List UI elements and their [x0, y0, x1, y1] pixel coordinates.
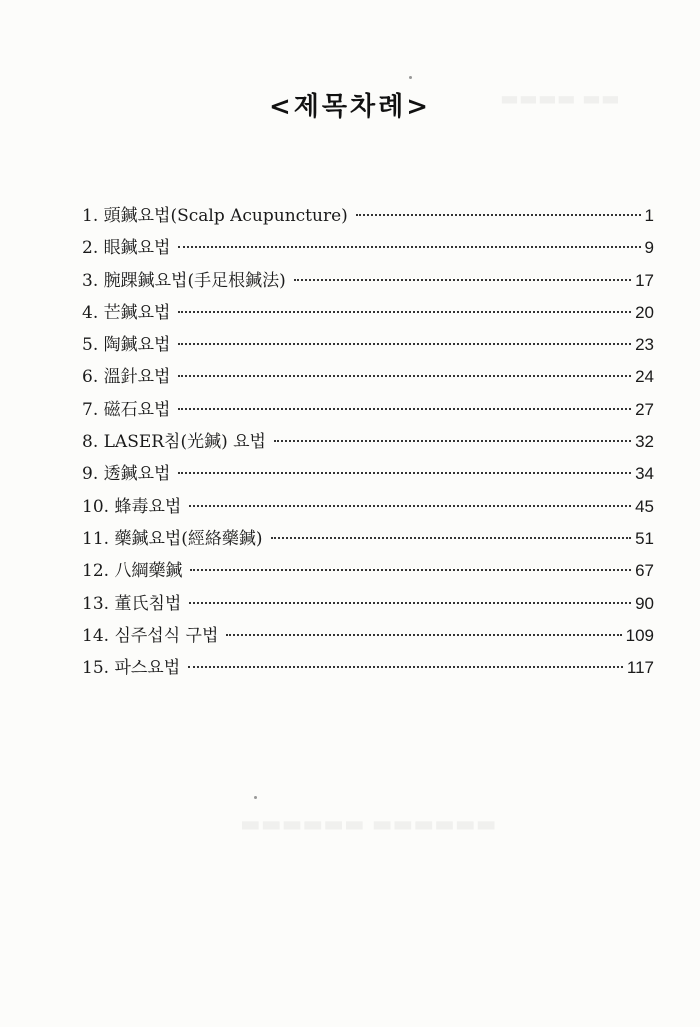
toc-entry-title: 9. 透鍼요법 [82, 464, 171, 485]
toc-entry [82, 652, 654, 684]
toc-entry-title: 1. 頭鍼요법(Scalp Acupuncture) [82, 206, 348, 226]
toc-entry-page: 24 [635, 367, 654, 387]
toc-entry-page: 109 [625, 625, 654, 645]
toc-entry-page: 67 [635, 561, 654, 581]
dot-leader [178, 343, 631, 345]
dot-leader [274, 440, 631, 442]
toc-entry [82, 232, 654, 264]
toc-entry [82, 200, 654, 232]
toc-entry-page: 1 [644, 206, 654, 225]
toc-entry [82, 491, 654, 523]
toc-entry-page: 45 [635, 496, 654, 516]
dot-leader [294, 279, 631, 281]
toc-entry-title: 4. 芒鍼요법 [82, 302, 171, 323]
toc-entry-page: 17 [635, 270, 654, 290]
toc-entry-title: 3. 腕踝鍼요법(手足根鍼法) [82, 270, 286, 291]
toc-entry-page: 27 [635, 399, 654, 419]
toc-entry-page: 117 [626, 658, 654, 678]
dot-leader [189, 505, 631, 507]
toc-entry [82, 297, 654, 329]
toc-entry-title: 15. 파스요법 [82, 658, 181, 679]
toc-entry [82, 426, 654, 458]
dot-leader [178, 472, 631, 474]
dot-leader [178, 408, 631, 410]
toc-entry [82, 523, 654, 555]
toc-entry [82, 329, 654, 361]
dot-leader [178, 311, 631, 313]
dot-leader [178, 375, 631, 377]
toc-entry-page: 20 [635, 302, 654, 322]
toc-entry-title: 6. 溫針요법 [82, 367, 171, 388]
dot-leader [271, 537, 632, 539]
toc-entry-title: 10. 蜂毒요법 [82, 496, 182, 517]
toc-entry-page: 34 [635, 464, 654, 484]
scan-speck [254, 796, 257, 799]
dot-leader [188, 666, 623, 668]
dot-leader [226, 634, 621, 636]
toc-entry [82, 588, 654, 620]
toc-entry [82, 555, 654, 587]
toc-entry [82, 265, 654, 297]
toc-entry [82, 361, 654, 393]
dot-leader [178, 246, 640, 248]
toc-entry-title: 8. LASER침(光鍼) 요법 [82, 432, 266, 453]
toc-entry-title: 2. 眼鍼요법 [82, 238, 171, 259]
toc-entry-page: 32 [635, 432, 654, 452]
toc-entry-title: 12. 八綱藥鍼 [82, 561, 183, 582]
toc-entry-page: 9 [644, 238, 654, 258]
toc-entry-page: 90 [635, 593, 654, 613]
table-of-contents [82, 200, 654, 684]
toc-entry-title: 11. 藥鍼요법(經絡藥鍼) [82, 528, 263, 549]
page-title: <제목차례> [268, 92, 432, 122]
dot-leader [356, 214, 641, 216]
dot-leader [190, 569, 631, 571]
toc-entry-title: 5. 陶鍼요법 [82, 335, 171, 356]
toc-entry [82, 394, 654, 426]
toc-entry-title: 14. 심주섭식 구법 [82, 625, 219, 646]
toc-entry-page: 51 [635, 528, 654, 548]
toc-entry [82, 458, 654, 490]
dot-leader [189, 602, 631, 604]
toc-entry-title: 13. 董氏침법 [82, 593, 182, 614]
toc-entry-page: 23 [635, 335, 654, 355]
toc-entry [82, 620, 654, 652]
toc-entry-title: 7. 磁石요법 [82, 399, 171, 420]
scan-speck [409, 76, 412, 79]
bleed-through-mark [240, 812, 496, 837]
